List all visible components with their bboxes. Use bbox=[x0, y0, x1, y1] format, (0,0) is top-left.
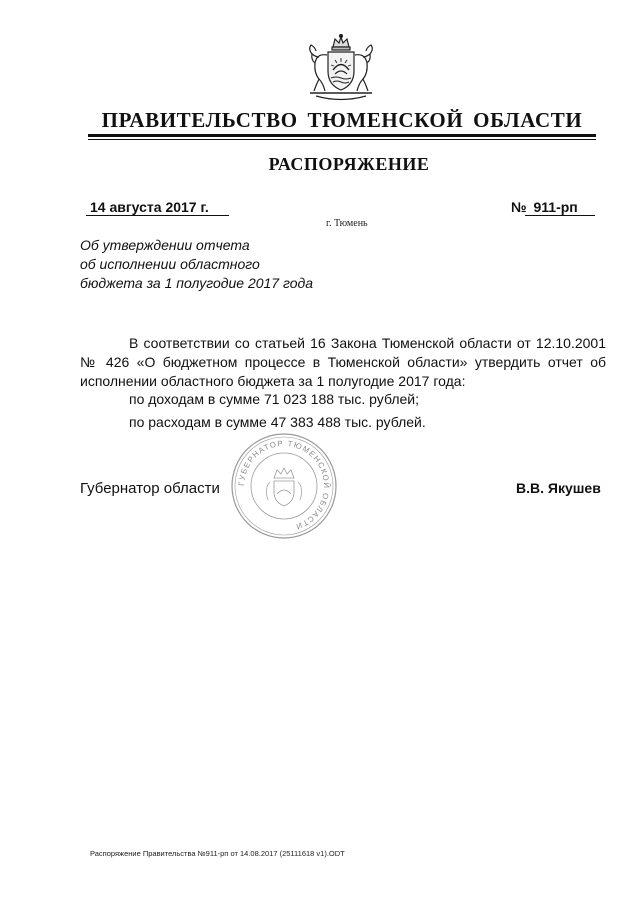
number-underline bbox=[525, 215, 595, 216]
document-date: 14 августа 2017 г. bbox=[90, 199, 209, 215]
footer-document-reference: Распоряжение Правительства №911-рп от 14.08.2017 (25111618 v1).ODT bbox=[90, 849, 345, 858]
subject-line: Об утверждении отчета bbox=[80, 237, 250, 253]
income-item: по доходам в сумме 71 023 188 тыс. рублей; bbox=[129, 391, 419, 407]
subject-line: бюджета за 1 полугодие 2017 года bbox=[80, 275, 314, 291]
document-type: РАСПОРЯЖЕНИЕ bbox=[268, 154, 430, 174]
title-divider-thick bbox=[88, 134, 596, 137]
official-seal-stamp-icon bbox=[230, 432, 338, 540]
signer-name: В.В. Якушев bbox=[516, 480, 601, 496]
expense-item: по расходам в сумме 47 383 488 тыс. рублей. bbox=[129, 414, 426, 430]
government-title: ПРАВИТЕЛЬСТВО ТЮМЕНСКОЙ ОБЛАСТИ bbox=[101, 108, 583, 132]
subject-line: об исполнении областного bbox=[80, 256, 260, 272]
body-paragraph: В соответствии со статьей 16 Закона Тюменской области от 12.10.2001 № 426 «О бюджетном процессе в Тюменской области» утвердить отчет об исполнении областного бюджета за 1 полугодие 2017 года: bbox=[80, 335, 606, 389]
stamp-text: ГУБЕРНАТОР ТЮМЕНСКОЙ ОБЛАСТИ bbox=[236, 438, 332, 532]
signer-title: Губернатор области bbox=[80, 480, 220, 497]
document-city: г. Тюмень bbox=[326, 218, 368, 229]
tyumen-region-coat-of-arms-icon bbox=[306, 33, 376, 105]
title-divider-thin bbox=[88, 139, 596, 140]
document-subject bbox=[80, 236, 380, 293]
date-underline bbox=[86, 215, 229, 216]
document-number: № 911-рп bbox=[511, 199, 578, 215]
